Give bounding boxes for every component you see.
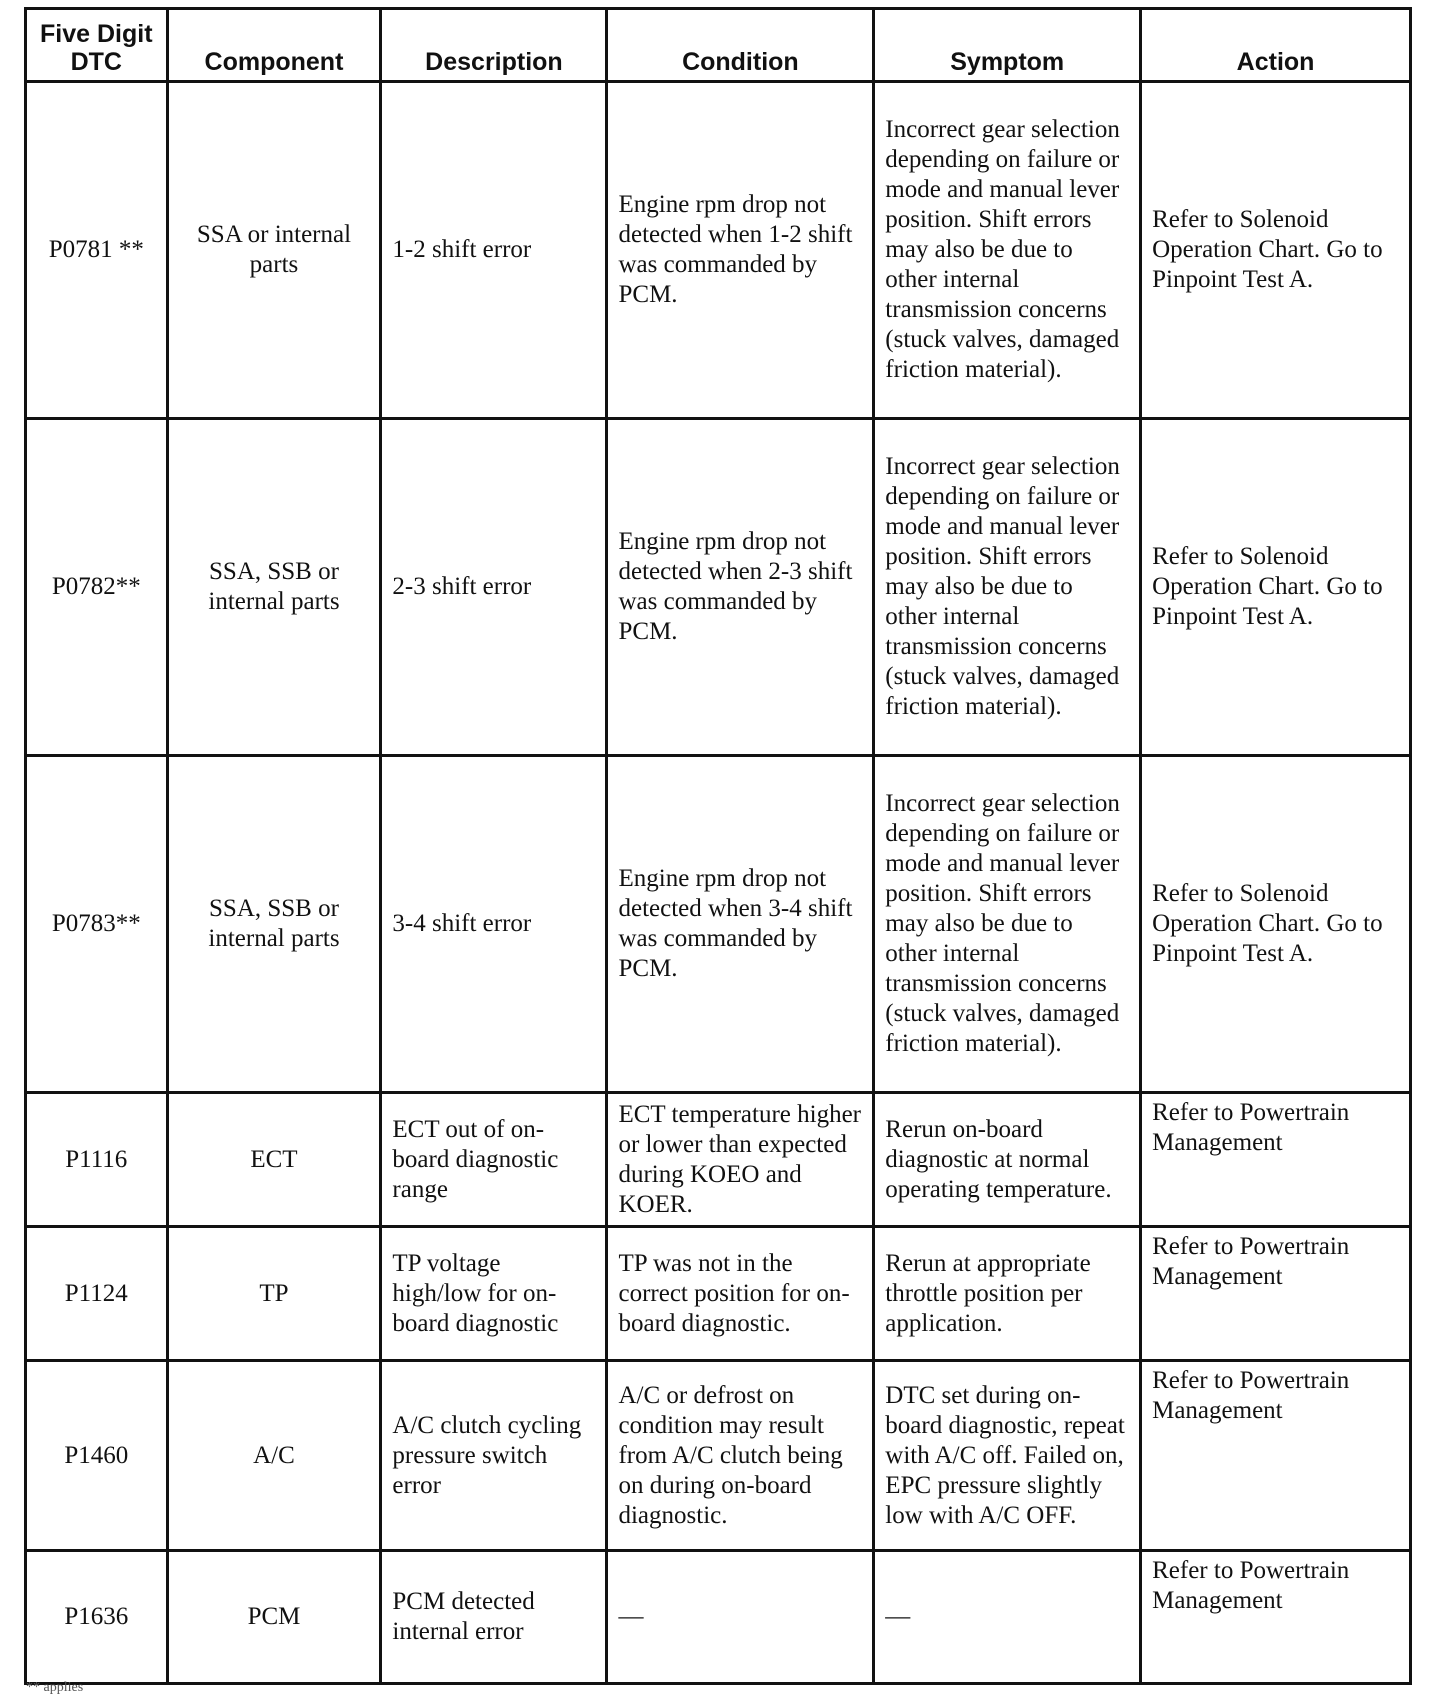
condition-cell: A/C or defrost on condition may result from A/C clutch being on during on-board diagnostic. — [607, 1361, 874, 1551]
header-dtc: Five Digit DTC — [26, 9, 168, 82]
table-row — [26, 756, 1411, 1093]
table-row — [26, 419, 1411, 756]
action-cell: Refer to Powertrain Management — [1141, 1227, 1411, 1361]
table-row — [26, 1227, 1411, 1361]
action-cell: Refer to Powertrain Management — [1141, 1551, 1411, 1684]
dtc-table — [24, 7, 1412, 1685]
component-cell: SSA or internal parts — [167, 82, 381, 419]
condition-cell: Engine rpm drop not detected when 2-3 shift was commanded by PCM. — [607, 419, 874, 756]
footnote: ** applies — [26, 1680, 84, 1695]
action-cell: Refer to Solenoid Operation Chart. Go to Pinpoint Test A. — [1141, 419, 1411, 756]
symptom-cell: DTC set during on-board diagnostic, repeat with A/C off. Failed on, EPC pressure slightly low with A/C OFF. — [874, 1361, 1141, 1551]
symptom-cell: Rerun on-board diagnostic at normal operating temperature. — [874, 1093, 1141, 1227]
condition-cell: — — [607, 1551, 874, 1684]
symptom-cell: Incorrect gear selection depending on failure or mode and manual lever position. Shift errors may also be due to other internal transmission concerns (stuck valves, damaged friction material). — [874, 756, 1141, 1093]
table-row — [26, 1361, 1411, 1551]
component-cell: ECT — [167, 1093, 381, 1227]
action-cell: Refer to Solenoid Operation Chart. Go to Pinpoint Test A. — [1141, 82, 1411, 419]
table-header-row — [26, 9, 1411, 82]
symptom-cell: — — [874, 1551, 1141, 1684]
table-row — [26, 1093, 1411, 1227]
dtc-code: P1116 — [26, 1093, 168, 1227]
header-description: Description — [381, 9, 607, 82]
description-cell: 1-2 shift error — [381, 82, 607, 419]
dtc-code: P1124 — [26, 1227, 168, 1361]
dtc-code: P0783** — [26, 756, 168, 1093]
header-action: Action — [1141, 9, 1411, 82]
symptom-cell: Incorrect gear selection depending on failure or mode and manual lever position. Shift errors may also be due to other internal transmission concerns (stuck valves, damaged friction material). — [874, 419, 1141, 756]
condition-cell: Engine rpm drop not detected when 3-4 shift was commanded by PCM. — [607, 756, 874, 1093]
description-cell: TP voltage high/low for on-board diagnostic — [381, 1227, 607, 1361]
component-cell: SSA, SSB or internal parts — [167, 419, 381, 756]
symptom-cell: Incorrect gear selection depending on failure or mode and manual lever position. Shift errors may also be due to other internal transmission concerns (stuck valves, damaged friction material). — [874, 82, 1141, 419]
description-cell: ECT out of on-board diagnostic range — [381, 1093, 607, 1227]
dtc-code: P0781 ** — [26, 82, 168, 419]
table-row — [26, 1551, 1411, 1684]
dtc-code: P1460 — [26, 1361, 168, 1551]
condition-cell: TP was not in the correct position for on-board diagnostic. — [607, 1227, 874, 1361]
component-cell: A/C — [167, 1361, 381, 1551]
description-cell: PCM detected internal error — [381, 1551, 607, 1684]
dtc-code: P1636 — [26, 1551, 168, 1684]
table-row — [26, 82, 1411, 419]
description-cell: A/C clutch cycling pressure switch error — [381, 1361, 607, 1551]
description-cell: 3-4 shift error — [381, 756, 607, 1093]
action-cell: Refer to Solenoid Operation Chart. Go to Pinpoint Test A. — [1141, 756, 1411, 1093]
action-cell: Refer to Powertrain Management — [1141, 1093, 1411, 1227]
header-condition: Condition — [607, 9, 874, 82]
action-cell: Refer to Powertrain Management — [1141, 1361, 1411, 1551]
condition-cell: Engine rpm drop not detected when 1-2 shift was commanded by PCM. — [607, 82, 874, 419]
header-component: Component — [167, 9, 381, 82]
component-cell: TP — [167, 1227, 381, 1361]
header-symptom: Symptom — [874, 9, 1141, 82]
description-cell: 2-3 shift error — [381, 419, 607, 756]
symptom-cell: Rerun at appropriate throttle position per application. — [874, 1227, 1141, 1361]
condition-cell: ECT temperature higher or lower than expected during KOEO and KOER. — [607, 1093, 874, 1227]
dtc-code: P0782** — [26, 419, 168, 756]
component-cell: SSA, SSB or internal parts — [167, 756, 381, 1093]
component-cell: PCM — [167, 1551, 381, 1684]
